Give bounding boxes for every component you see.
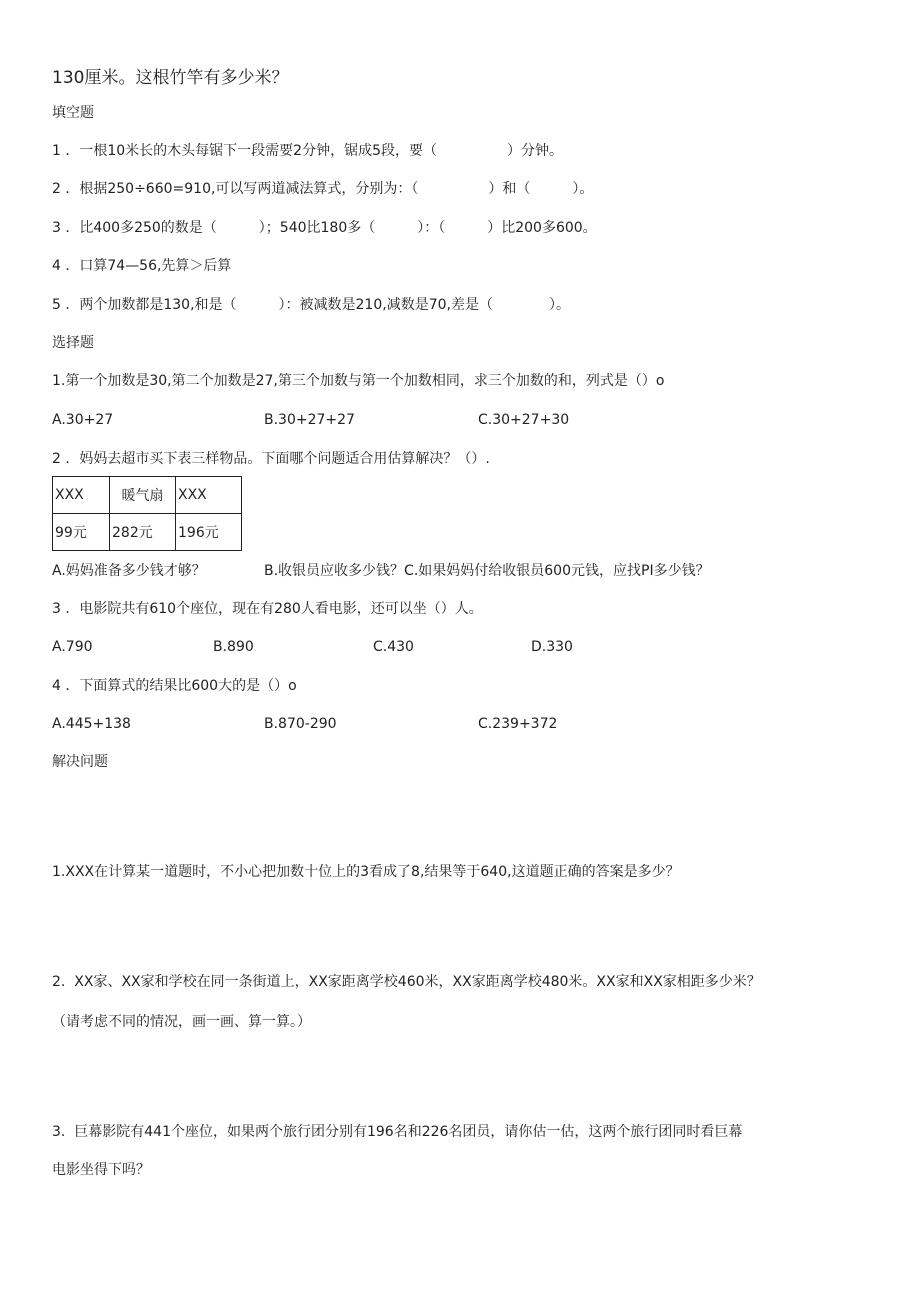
solve-problem-1: 1.XXX在计算某一道题时，不小心把加数十位上的3看成了8,结果等于640,这道题正确的答案是多少？ bbox=[52, 864, 680, 880]
solve-problem-3-line2: 电影坐得下吗？ bbox=[52, 1162, 150, 1178]
q2-option-bc: B.收银员应收多少钱？C.如果妈妈付给收银员600元钱，应找PI多少钱？ bbox=[264, 563, 710, 579]
table-cell: XXX bbox=[53, 477, 110, 514]
q1-option-c: C.30+27+30 bbox=[478, 412, 570, 428]
choice-heading: 选择题 bbox=[52, 335, 94, 351]
choice-q1: 1.第一个加数是30,第二个加数是27,第三个加数与第一个加数相同，求三个加数的和，列式是（）o bbox=[52, 373, 665, 389]
solve-heading: 解决问题 bbox=[52, 754, 108, 770]
fill-item-5: 5 ．两个加数都是130,和是（ ）：被减数是210,减数是70,差是（ ）。 bbox=[52, 297, 570, 313]
table-cell: XXX bbox=[176, 477, 242, 514]
solve-problem-2-line1: 2. XX家、XX家和学校在同一条街道上，XX家距离学校460米，XX家距离学校480米。XX家和XX家相距多少米？ bbox=[52, 974, 761, 990]
fill-heading: 填空题 bbox=[52, 105, 94, 121]
table-cell: 196元 bbox=[176, 514, 242, 551]
choice-q2: 2 ．妈妈去超市买下表三样物品。下面哪个问题适合用估算解决？（）. bbox=[52, 451, 490, 467]
table-cell: 99元 bbox=[53, 514, 110, 551]
q3-option-b: B.890 bbox=[213, 639, 254, 655]
table-cell: 282元 bbox=[110, 514, 176, 551]
choice-q4: 4 ．下面算式的结果比600大的是（）o bbox=[52, 678, 297, 694]
q4-option-c: C.239+372 bbox=[478, 716, 558, 732]
price-table bbox=[52, 476, 242, 551]
q4-option-a: A.445+138 bbox=[52, 716, 131, 732]
q1-option-a: A.30+27 bbox=[52, 412, 114, 428]
q2-option-a: A.妈妈准备多少钱才够？ bbox=[52, 563, 206, 579]
solve-problem-2-line2: （请考虑不同的情况，画一画、算一算。） bbox=[52, 1014, 311, 1030]
q1-option-b: B.30+27+27 bbox=[264, 412, 355, 428]
fill-item-3: 3 ．比400多250的数是（ ）；540比180多（ ）：（ ）比200多600。 bbox=[52, 220, 597, 236]
choice-q3: 3 ．电影院共有610个座位，现在有280人看电影，还可以坐（）人。 bbox=[52, 601, 483, 617]
q4-option-b: B.870-290 bbox=[264, 716, 337, 732]
table-row bbox=[53, 514, 242, 551]
table-row bbox=[53, 477, 242, 514]
q3-option-d: D.330 bbox=[531, 639, 573, 655]
q3-option-c: C.430 bbox=[373, 639, 414, 655]
fill-item-4: 4 ．口算74—56,先算＞后算 bbox=[52, 258, 232, 274]
fill-item-2: 2 ．根据250÷660=910,可以写两道减法算式，分别为：（ ）和（ ）。 bbox=[52, 181, 594, 197]
fill-item-1: 1 ．一根10米长的木头每锯下一段需要2分钟，锯成5段，要（ ）分钟。 bbox=[52, 143, 563, 159]
table-cell: 暖气扇 bbox=[110, 477, 176, 514]
intro-line: 130厘米。这根竹竿有多少米？ bbox=[52, 68, 289, 88]
q3-option-a: A.790 bbox=[52, 639, 93, 655]
solve-problem-3-line1: 3. 巨幕影院有441个座位，如果两个旅行团分别有196名和226名团员，请你估一估，这两个旅行团同时看巨幕 bbox=[52, 1124, 743, 1140]
